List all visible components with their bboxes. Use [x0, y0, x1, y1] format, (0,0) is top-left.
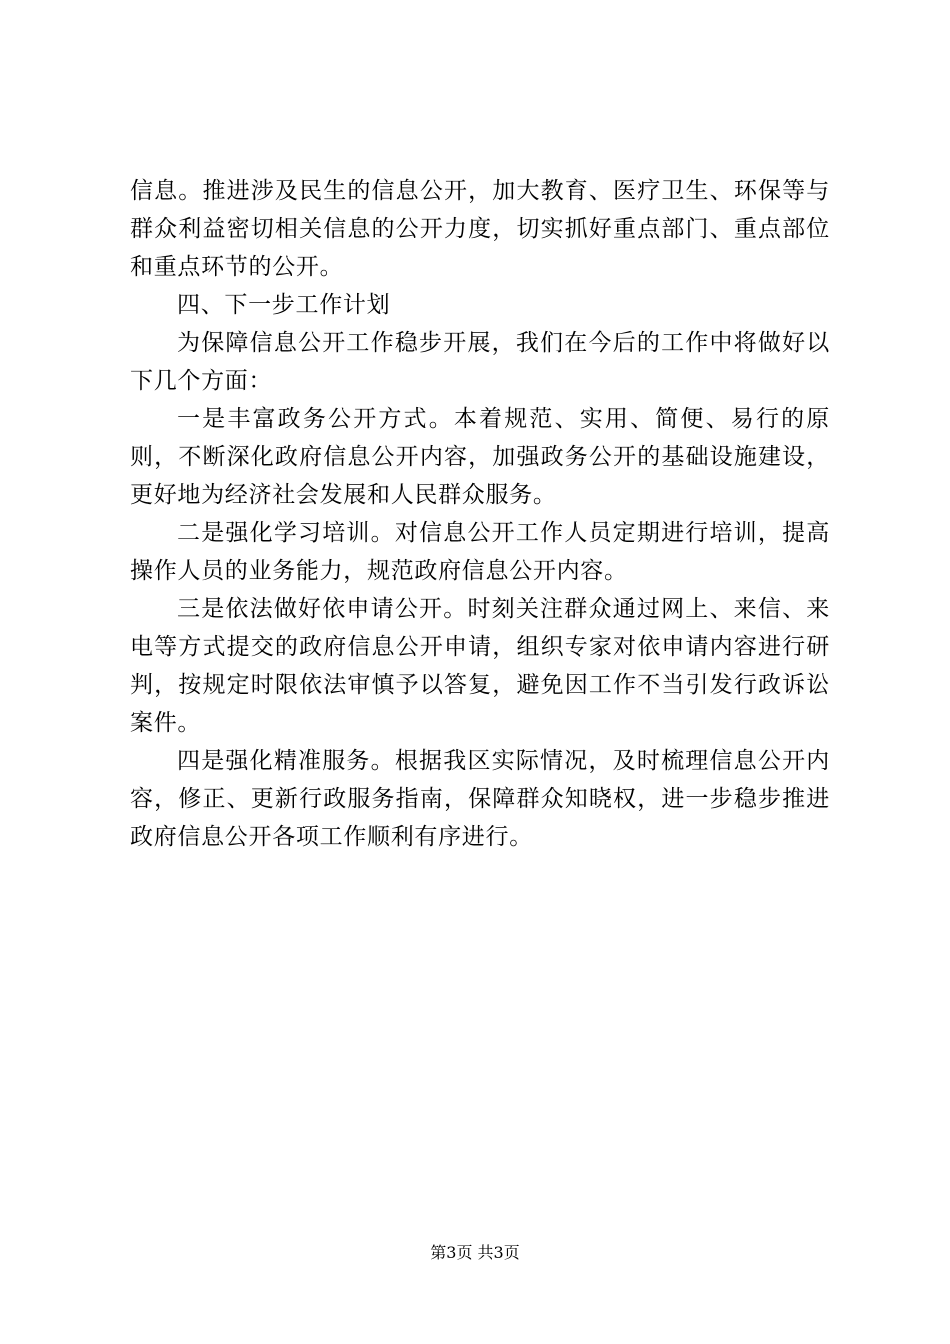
document-body — [130, 172, 830, 856]
section-heading-next-steps: 四、下一步工作计划 — [177, 292, 391, 318]
paragraph-item-1: 一是丰富政务公开方式。本着规范、实用、简便、易行的原则，不断深化政府信息公开内容，加强政务公开的基础设施建设，更好地为经济社会发展和人民群众服务。 — [130, 406, 830, 508]
paragraph-item-4: 四是强化精准服务。根据我区实际情况，及时梳理信息公开内容，修正、更新行政服务指南，保障群众知晓权，进一步稳步推进政府信息公开各项工作顺利有序进行。 — [130, 748, 830, 850]
paragraph-intro: 为保障信息公开工作稳步开展，我们在今后的工作中将做好以下几个方面： — [130, 330, 830, 394]
paragraph-item-3: 三是依法做好依申请公开。时刻关注群众通过网上、来信、来电等方式提交的政府信息公开申请，组织专家对依申请内容进行研判，按规定时限依法审慎予以答复，避免因工作不当引发行政诉讼案件。 — [130, 596, 830, 736]
paragraph-item-2: 二是强化学习培训。对信息公开工作人员定期进行培训，提高操作人员的业务能力，规范政府信息公开内容。 — [130, 520, 830, 584]
page-footer — [0, 1242, 950, 1264]
paragraph-continuation: 信息。推进涉及民生的信息公开，加大教育、医疗卫生、环保等与群众利益密切相关信息的公开力度，切实抓好重点部门、重点部位和重点环节的公开。 — [130, 178, 830, 280]
page-number-label: 第3页 共3页 — [430, 1243, 520, 1262]
